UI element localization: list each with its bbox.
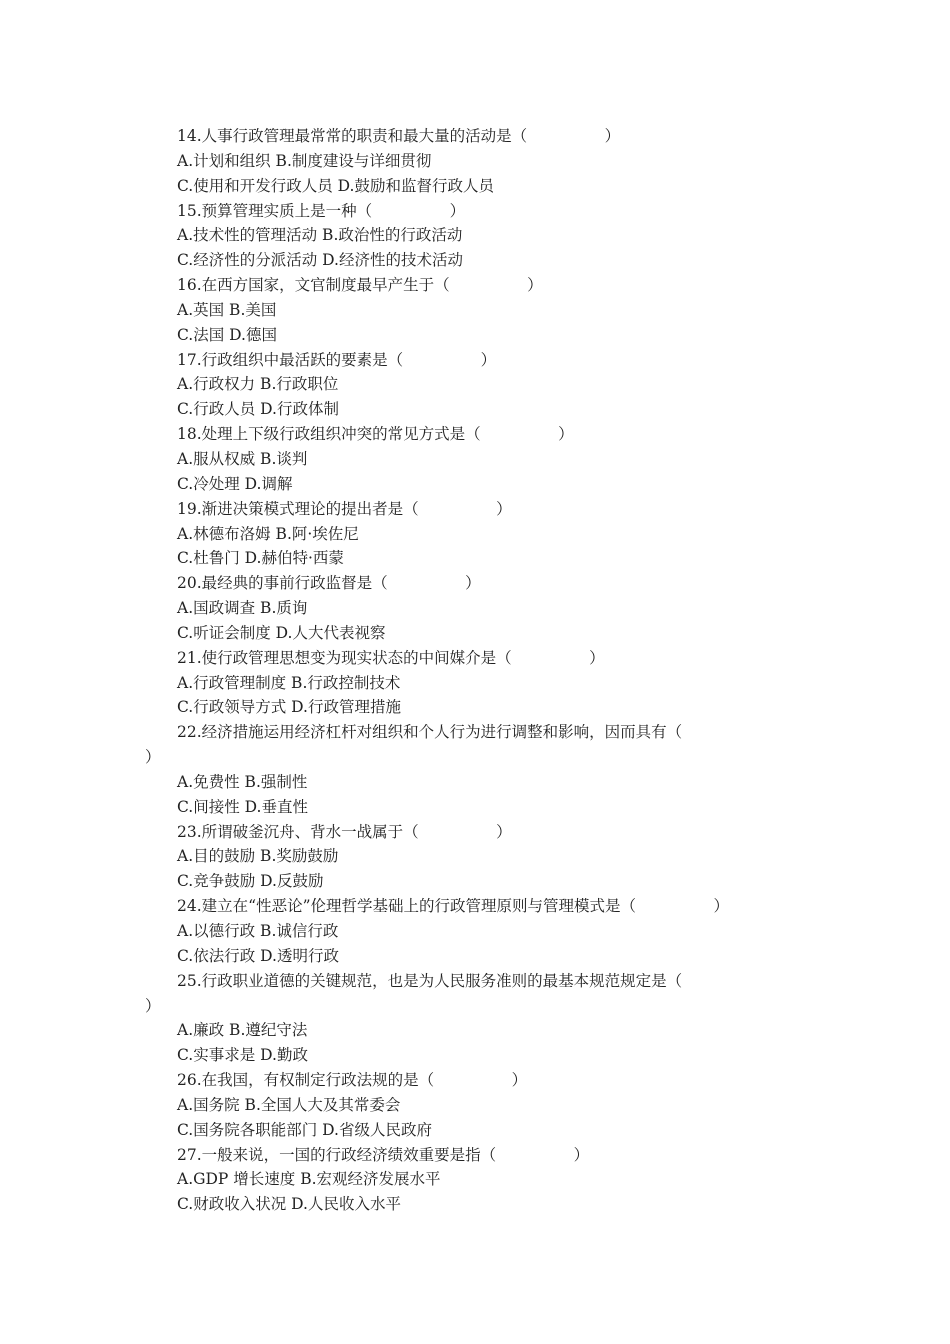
options-16-ab: A.英国 B.美国	[177, 300, 277, 319]
options-14-ab: A.计划和组织 B.制度建设与详细贯彻	[177, 151, 432, 170]
question-18: 18.处理上下级行政组织冲突的常见方式是（ ）	[177, 425, 574, 444]
question-17: 17.行政组织中最活跃的要素是（ ）	[177, 350, 497, 369]
question-24: 24.建立在“性恶论”伦理哲学基础上的行政管理原则与管理模式是（ ）	[177, 897, 730, 916]
options-18-ab: A.服从权威 B.谈判	[177, 449, 308, 468]
options-25-ab: A.廉政 B.遵纪守法	[177, 1021, 308, 1040]
options-16-cd: C.法国 D.德国	[177, 325, 277, 344]
options-18-cd: C.冷处理 D.调解	[177, 474, 293, 493]
options-26-cd: C.国务院各职能部门 D.省级人民政府	[177, 1120, 432, 1139]
question-14: 14.人事行政管理最常常的职责和最大量的活动是（ ）	[177, 127, 621, 145]
question-23: 23.所谓破釜沉舟、背水一战属于（ ）	[177, 822, 512, 841]
question-22-wrap: ）	[145, 748, 161, 767]
question-25-wrap: ）	[145, 996, 161, 1015]
options-17-ab: A.行政权力 B.行政职位	[177, 375, 339, 394]
options-23-cd: C.竞争鼓励 D.反鼓励	[177, 872, 324, 891]
question-list	[145, 124, 785, 1217]
options-22-ab: A.免费性 B.强制性	[177, 772, 308, 791]
options-15-ab: A.技术性的管理活动 B.政治性的行政活动	[177, 226, 463, 245]
question-26: 26.在我国，有权制定行政法规的是（ ）	[177, 1071, 528, 1090]
options-24-ab: A.以德行政 B.诚信行政	[177, 922, 339, 940]
options-15-cd: C.经济性的分派活动 D.经济性的技术活动	[177, 251, 463, 270]
question-21: 21.使行政管理思想变为现实状态的中间媒介是（ ）	[177, 648, 605, 667]
options-27-ab: A.GDP 增长速度 B.宏观经济发展水平	[177, 1170, 441, 1189]
options-14-cd: C.使用和开发行政人员 D.鼓励和监督行政人员	[177, 176, 494, 195]
options-26-ab: A.国务院 B.全国人大及其常委会	[177, 1095, 401, 1114]
question-15: 15.预算管理实质上是一种（ ）	[177, 201, 466, 220]
options-21-cd: C.行政领导方式 D.行政管理措施	[177, 698, 401, 717]
question-16: 16.在西方国家，文官制度最早产生于（ ）	[177, 276, 543, 295]
options-23-ab: A.目的鼓励 B.奖励鼓励	[177, 847, 339, 866]
options-24-cd: C.依法行政 D.透明行政	[177, 946, 339, 965]
question-25: 25.行政职业道德的关键规范，也是为人民服务准则的最基本规范规定是（	[177, 971, 683, 990]
options-19-cd: C.杜鲁门 D.赫伯特·西蒙	[177, 549, 344, 568]
options-17-cd: C.行政人员 D.行政体制	[177, 400, 339, 419]
options-27-cd: C.财政收入状况 D.人民收入水平	[177, 1195, 401, 1214]
question-22: 22.经济措施运用经济杠杆对组织和个人行为进行调整和影响，因而具有（	[177, 723, 683, 742]
options-19-ab: A.林德布洛姆 B.阿·埃佐尼	[177, 524, 359, 543]
options-20-cd: C.听证会制度 D.人大代表视察	[177, 623, 386, 642]
question-27: 27.一般来说，一国的行政经济绩效重要是指（ ）	[177, 1145, 590, 1164]
question-19: 19.渐进决策模式理论的提出者是（ ）	[177, 499, 512, 518]
question-20: 20.最经典的事前行政监督是（ ）	[177, 574, 481, 593]
options-21-ab: A.行政管理制度 B.行政控制技术	[177, 673, 401, 692]
options-22-cd: C.间接性 D.垂直性	[177, 797, 308, 816]
options-20-ab: A.国政调查 B.质询	[177, 599, 308, 618]
options-25-cd: C.实事求是 D.勤政	[177, 1046, 308, 1065]
